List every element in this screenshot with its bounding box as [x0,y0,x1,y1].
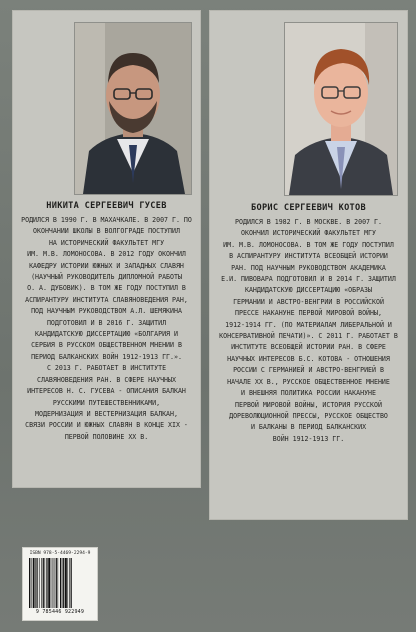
bio-line: ОКОНЧИЛ ИСТОРИЧЕСКИЙ ФАКУЛЬТЕТ МГУ [241,229,376,238]
bio-line: КАФЕДРУ ИСТОРИИ ЮЖНЫХ И ЗАПАДНЫХ СЛАВЯН [29,261,184,270]
bio-line: МОДЕРНИЗАЦИЯ И ВЕСТЕРНИЗАЦИЯ БАЛКАН, [35,409,178,418]
bio-line: ОКОНЧАНИИ ШКОЛЫ В ВОЛГОГРАДЕ ПОСТУПИЛ [33,227,180,236]
isbn-barcode [22,547,98,621]
bio-line: РУССКИМИ ПУТЕШЕСТВЕННИКАМИ, [52,398,161,407]
bio-line: КАНДИДАТСКУЮ ДИССЕРТАЦИЮ «БОЛГАРИЯ И [35,330,178,339]
author-bio-kotov [213,217,404,445]
bio-line: ИНТЕРЕСОВ Н. С. ГУСЕВА - ОПИСАНИЯ БАЛКАН [27,387,186,396]
bio-line: РОДИЛСЯ В 1990 Г. В МАХАЧКАЛЕ. В 2007 Г. ПО [21,216,192,224]
left-author-panel [12,10,201,488]
barcode-bars [29,558,91,608]
bio-line: О. А. ДУБОВИК). В ТОМ ЖЕ ГОДУ ПОСТУПИЛ В [27,284,186,293]
barcode-digits: 9 785446 922949 [35,609,85,615]
bio-line: НАУЧНЫХ ИНТЕРЕСОВ Б.С. КОТОВА - ОТНОШЕНИЯ [227,354,390,363]
bio-line: ПРЕССЕ НАКАНУНЕ ПЕРВОЙ МИРОВОЙ ВОЙНЫ, [235,309,382,318]
bio-line: В АСПИРАНТУРУ ИНСТИТУТА ВСЕОБЩЕЙ ИСТОРИИ [229,252,388,261]
bio-line: (НАУЧНЫЙ РУКОВОДИТЕЛЬ ДИПЛОМНОЙ РАБОТЫ [31,273,182,282]
bio-line: НА ИСТОРИЧЕСКИЙ ФАКУЛЬТЕТ МГУ [48,238,165,247]
bio-line: ПОДГОТОВИЛ И В 2016 Г. ЗАЩИТИЛ [46,318,167,327]
bio-line: КОНСЕРВАТИВНОЙ ПЕЧАТИ)». С 2011 Г. РАБОТАЕТ В [219,332,398,341]
bio-line: ПЕРВОЙ МИРОВОЙ ВОЙНЫ, ИСТОРИЯ РУССКОЙ [235,400,382,409]
isbn-number: ISBN 978-5-4469-2294-9 [29,551,91,556]
bio-line: РАН. ПОД НАУЧНЫМ РУКОВОДСТВОМ АКАДЕМИКА [231,263,386,272]
bio-line: СЕРБИЯ В РУССКОМ ОБЩЕСТВЕННОМ МНЕНИИ В [31,341,182,350]
bio-line: КАНДИДАТСКУЮ ДИССЕРТАЦИЮ «ОБРАЗЫ [244,286,373,295]
bio-line: СЛАВЯНОВЕДЕНИЯ РАН. В СФЕРЕ НАУЧНЫХ [37,375,176,384]
bio-line: ПЕРИОД БАЛКАНСКИХ ВОЙН 1912-1913 ГГ.». [31,352,182,361]
bio-line: ПОД НАУЧНЫМ РУКОВОДСТВОМ А.Л. ШЕМЯКИНА [31,307,182,316]
bio-line: И БАЛКАНЫ В ПЕРИОД БАЛКАНСКИХ [250,423,367,432]
bio-line: 1912-1914 ГГ. (ПО МАТЕРИАЛАМ ЛИБЕРАЛЬНОЙ И [225,320,392,329]
bio-line: ПЕРВОЙ ПОЛОВИНЕ XX В. [64,432,149,441]
bio-line: РОССИИ С ГЕРМАНИЕЙ И АВСТРО-ВЕНГРИЕЙ В [233,366,384,375]
bio-line: ИМ. М.В. ЛОМОНОСОВА. В 2012 ГОДУ ОКОНЧИЛ [27,250,186,259]
bio-line: С 2013 Г. РАБОТАЕТ В ИНСТИТУТЕ [46,364,167,373]
bio-line: И ВНЕШНЯЯ ПОЛИТИКА РОССИИ НАКАНУНЕ [241,389,376,398]
bio-line: РОДИЛСЯ В 1982 Г. В МОСКВЕ. В 2007 Г. [235,218,382,226]
bio-line: ИМ. М.В. ЛОМОНОСОВА. В ТОМ ЖЕ ГОДУ ПОСТУПИЛ [223,240,394,249]
bio-line: ВОЙН 1912-1913 ГГ. [272,434,345,443]
author-photo-gusev [74,22,192,195]
bio-line: СВЯЗИ РОССИИ И ЮЖНЫХ СЛАВЯН В КОНЦЕ XIX - [25,421,188,430]
right-author-panel [209,10,408,520]
bio-line: ДОРЕВОЛЮЦИОННОЙ ПРЕССЫ, РУССКОЕ ОБЩЕСТВО [229,411,388,420]
author-name-gusev: НИКИТА СЕРГЕЕВИЧ ГУСЕВ [46,201,167,211]
author-bio-gusev [16,215,197,443]
bio-line: НАЧАЛЕ XX В., РУССКОЕ ОБЩЕСТВЕННОЕ МНЕНИЕ [227,377,390,386]
author-name-kotov: БОРИС СЕРГЕЕВИЧ КОТОВ [251,203,366,213]
author-photo-kotov [284,22,398,196]
bio-line: АСПИРАНТУРУ ИНСТИТУТА СЛАВЯНОВЕДЕНИЯ РАН, [25,295,188,304]
bio-line: ГЕРМАНИИ И АВСТРО-ВЕНГРИИ В РОССИЙСКОЙ [233,297,384,306]
bio-line: ИНСТИТУТЕ ВСЕОБЩЕЙ ИСТОРИИ РАН. В СФЕРЕ [231,343,386,352]
bio-line: Е.И. ПИВОВАРА ПОДГОТОВИЛ И В 2014 Г. ЗАЩИТИЛ [221,275,396,284]
